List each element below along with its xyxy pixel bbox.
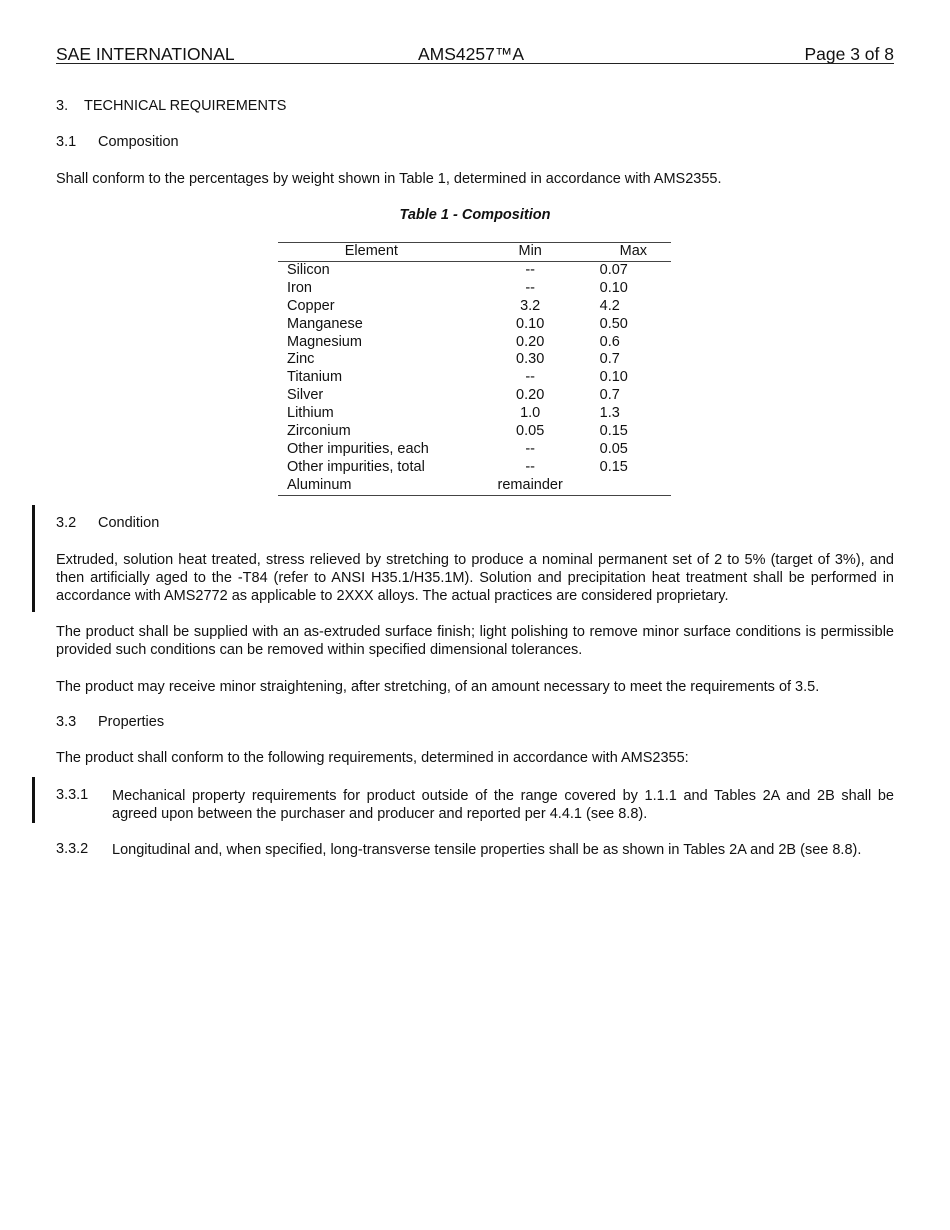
cell-min: -- xyxy=(525,440,535,457)
composition-table xyxy=(278,242,671,496)
cell-element: Titanium xyxy=(287,369,343,386)
table-row xyxy=(278,316,671,334)
cell-max: 0.6 xyxy=(599,333,620,350)
column-header-min: Min xyxy=(465,243,596,262)
section-3-3-text: The product shall conform to the following requirements, determined in accordance with AMS2355: xyxy=(56,750,689,766)
cell-max: 4.2 xyxy=(599,297,620,314)
section-3-title: TECHNICAL REQUIREMENTS xyxy=(84,98,287,114)
table-header-row xyxy=(278,243,671,262)
table-1-caption: Table 1 - Composition xyxy=(399,207,551,223)
cell-element: Magnesium xyxy=(287,333,362,350)
cell-min: -- xyxy=(525,458,535,475)
cell-min: 0.30 xyxy=(516,351,545,368)
table-row xyxy=(278,459,671,477)
cell-element: Other impurities, each xyxy=(287,440,429,457)
section-3-1-text: Shall conform to the percentages by weight shown in Table 1, determined in accordance with AMS2355. xyxy=(56,171,722,187)
column-header-element: Element xyxy=(278,243,465,262)
cell-min: -- xyxy=(525,279,535,296)
table-row xyxy=(278,387,671,405)
cell-element: Manganese xyxy=(287,315,363,332)
section-3-2-paragraph-3: The product may receive minor straightening, after stretching, of an amount necessary to meet the requirements of 3.5. xyxy=(56,679,820,695)
cell-min: -- xyxy=(525,261,535,278)
cell-min: remainder xyxy=(465,477,596,495)
section-3-2-paragraph-2: The product shall be supplied with an as-extruded surface finish; light polishing to remove minor surface conditions is permissible provided such conditions can be removed within specified dimensional tolerances. xyxy=(56,624,894,658)
header-org: SAE INTERNATIONAL xyxy=(56,44,235,64)
cell-min: 0.20 xyxy=(516,333,545,350)
cell-element: Zirconium xyxy=(287,423,351,440)
header-doc-id: AMS4257™A xyxy=(418,44,525,64)
cell-element: Lithium xyxy=(287,405,334,422)
table-row xyxy=(278,423,671,441)
table-row xyxy=(278,477,671,495)
section-3-3-title: Properties xyxy=(98,714,165,730)
cell-element: Iron xyxy=(287,279,312,296)
table-row xyxy=(278,369,671,387)
table-row xyxy=(278,280,671,298)
cell-max: 0.15 xyxy=(599,423,628,440)
section-3-number: 3. xyxy=(56,98,69,114)
table-row xyxy=(278,334,671,352)
cell-max: 0.07 xyxy=(599,261,628,278)
cell-max: 1.3 xyxy=(599,405,620,422)
section-3-3-2-text: Longitudinal and, when specified, long-transverse tensile properties shall be as shown in Tables 2A and 2B (see 8.8). xyxy=(112,842,862,858)
header-rule xyxy=(56,63,894,64)
section-3-1-number: 3.1 xyxy=(56,134,77,150)
cell-max: 0.7 xyxy=(599,387,620,404)
table-row xyxy=(278,298,671,316)
cell-max: 0.10 xyxy=(599,279,628,296)
cell-max: 0.50 xyxy=(599,315,628,332)
cell-min: -- xyxy=(525,369,535,386)
section-3-3-2-number: 3.3.2 xyxy=(56,841,89,857)
cell-max xyxy=(596,477,671,495)
section-3-3-number: 3.3 xyxy=(56,714,77,730)
cell-max: 0.15 xyxy=(599,458,628,475)
table-row xyxy=(278,351,671,369)
revision-change-bar xyxy=(32,505,35,612)
cell-element: Zinc xyxy=(287,351,315,368)
cell-min: 1.0 xyxy=(520,405,541,422)
header-page-number: Page 3 of 8 xyxy=(804,44,894,64)
cell-min: 0.10 xyxy=(516,315,545,332)
section-3-2-title: Condition xyxy=(98,515,160,531)
cell-max: 0.05 xyxy=(599,440,628,457)
section-3-2-paragraph-1: Extruded, solution heat treated, stress relieved by stretching to produce a nominal permanent set of 2 to 5% (target of 3%), and then artificially aged to the -T84 (refer to ANSI H35.1/H35.1M). Solution and precipitation heat treatment shall be performed in accordance with AMS2772 as applicable to 2XXX alloys. The actual practices are considered proprietary. xyxy=(56,552,894,604)
section-3-3-1-text: Mechanical property requirements for product outside of the range covered by 1.1.1 and Tables 2A and 2B shall be agreed upon between the purchaser and producer and reported per 4.4.1 (see 8.8). xyxy=(112,788,894,822)
cell-element: Silicon xyxy=(287,261,330,278)
revision-change-bar xyxy=(32,777,35,823)
section-3-1-title: Composition xyxy=(98,134,179,150)
cell-min: 0.05 xyxy=(516,423,545,440)
cell-element: Aluminum xyxy=(278,477,465,495)
column-header-max: Max xyxy=(596,243,671,262)
cell-max: 0.7 xyxy=(599,351,620,368)
section-3-2-number: 3.2 xyxy=(56,515,77,531)
cell-min: 0.20 xyxy=(516,387,545,404)
table-row xyxy=(278,405,671,423)
table-row xyxy=(278,441,671,459)
cell-min: 3.2 xyxy=(520,297,541,314)
table-row xyxy=(278,261,671,279)
cell-element: Other impurities, total xyxy=(287,458,425,475)
cell-element: Silver xyxy=(287,387,324,404)
cell-element: Copper xyxy=(287,297,335,314)
cell-max: 0.10 xyxy=(599,369,628,386)
section-3-3-1-number: 3.3.1 xyxy=(56,787,89,803)
